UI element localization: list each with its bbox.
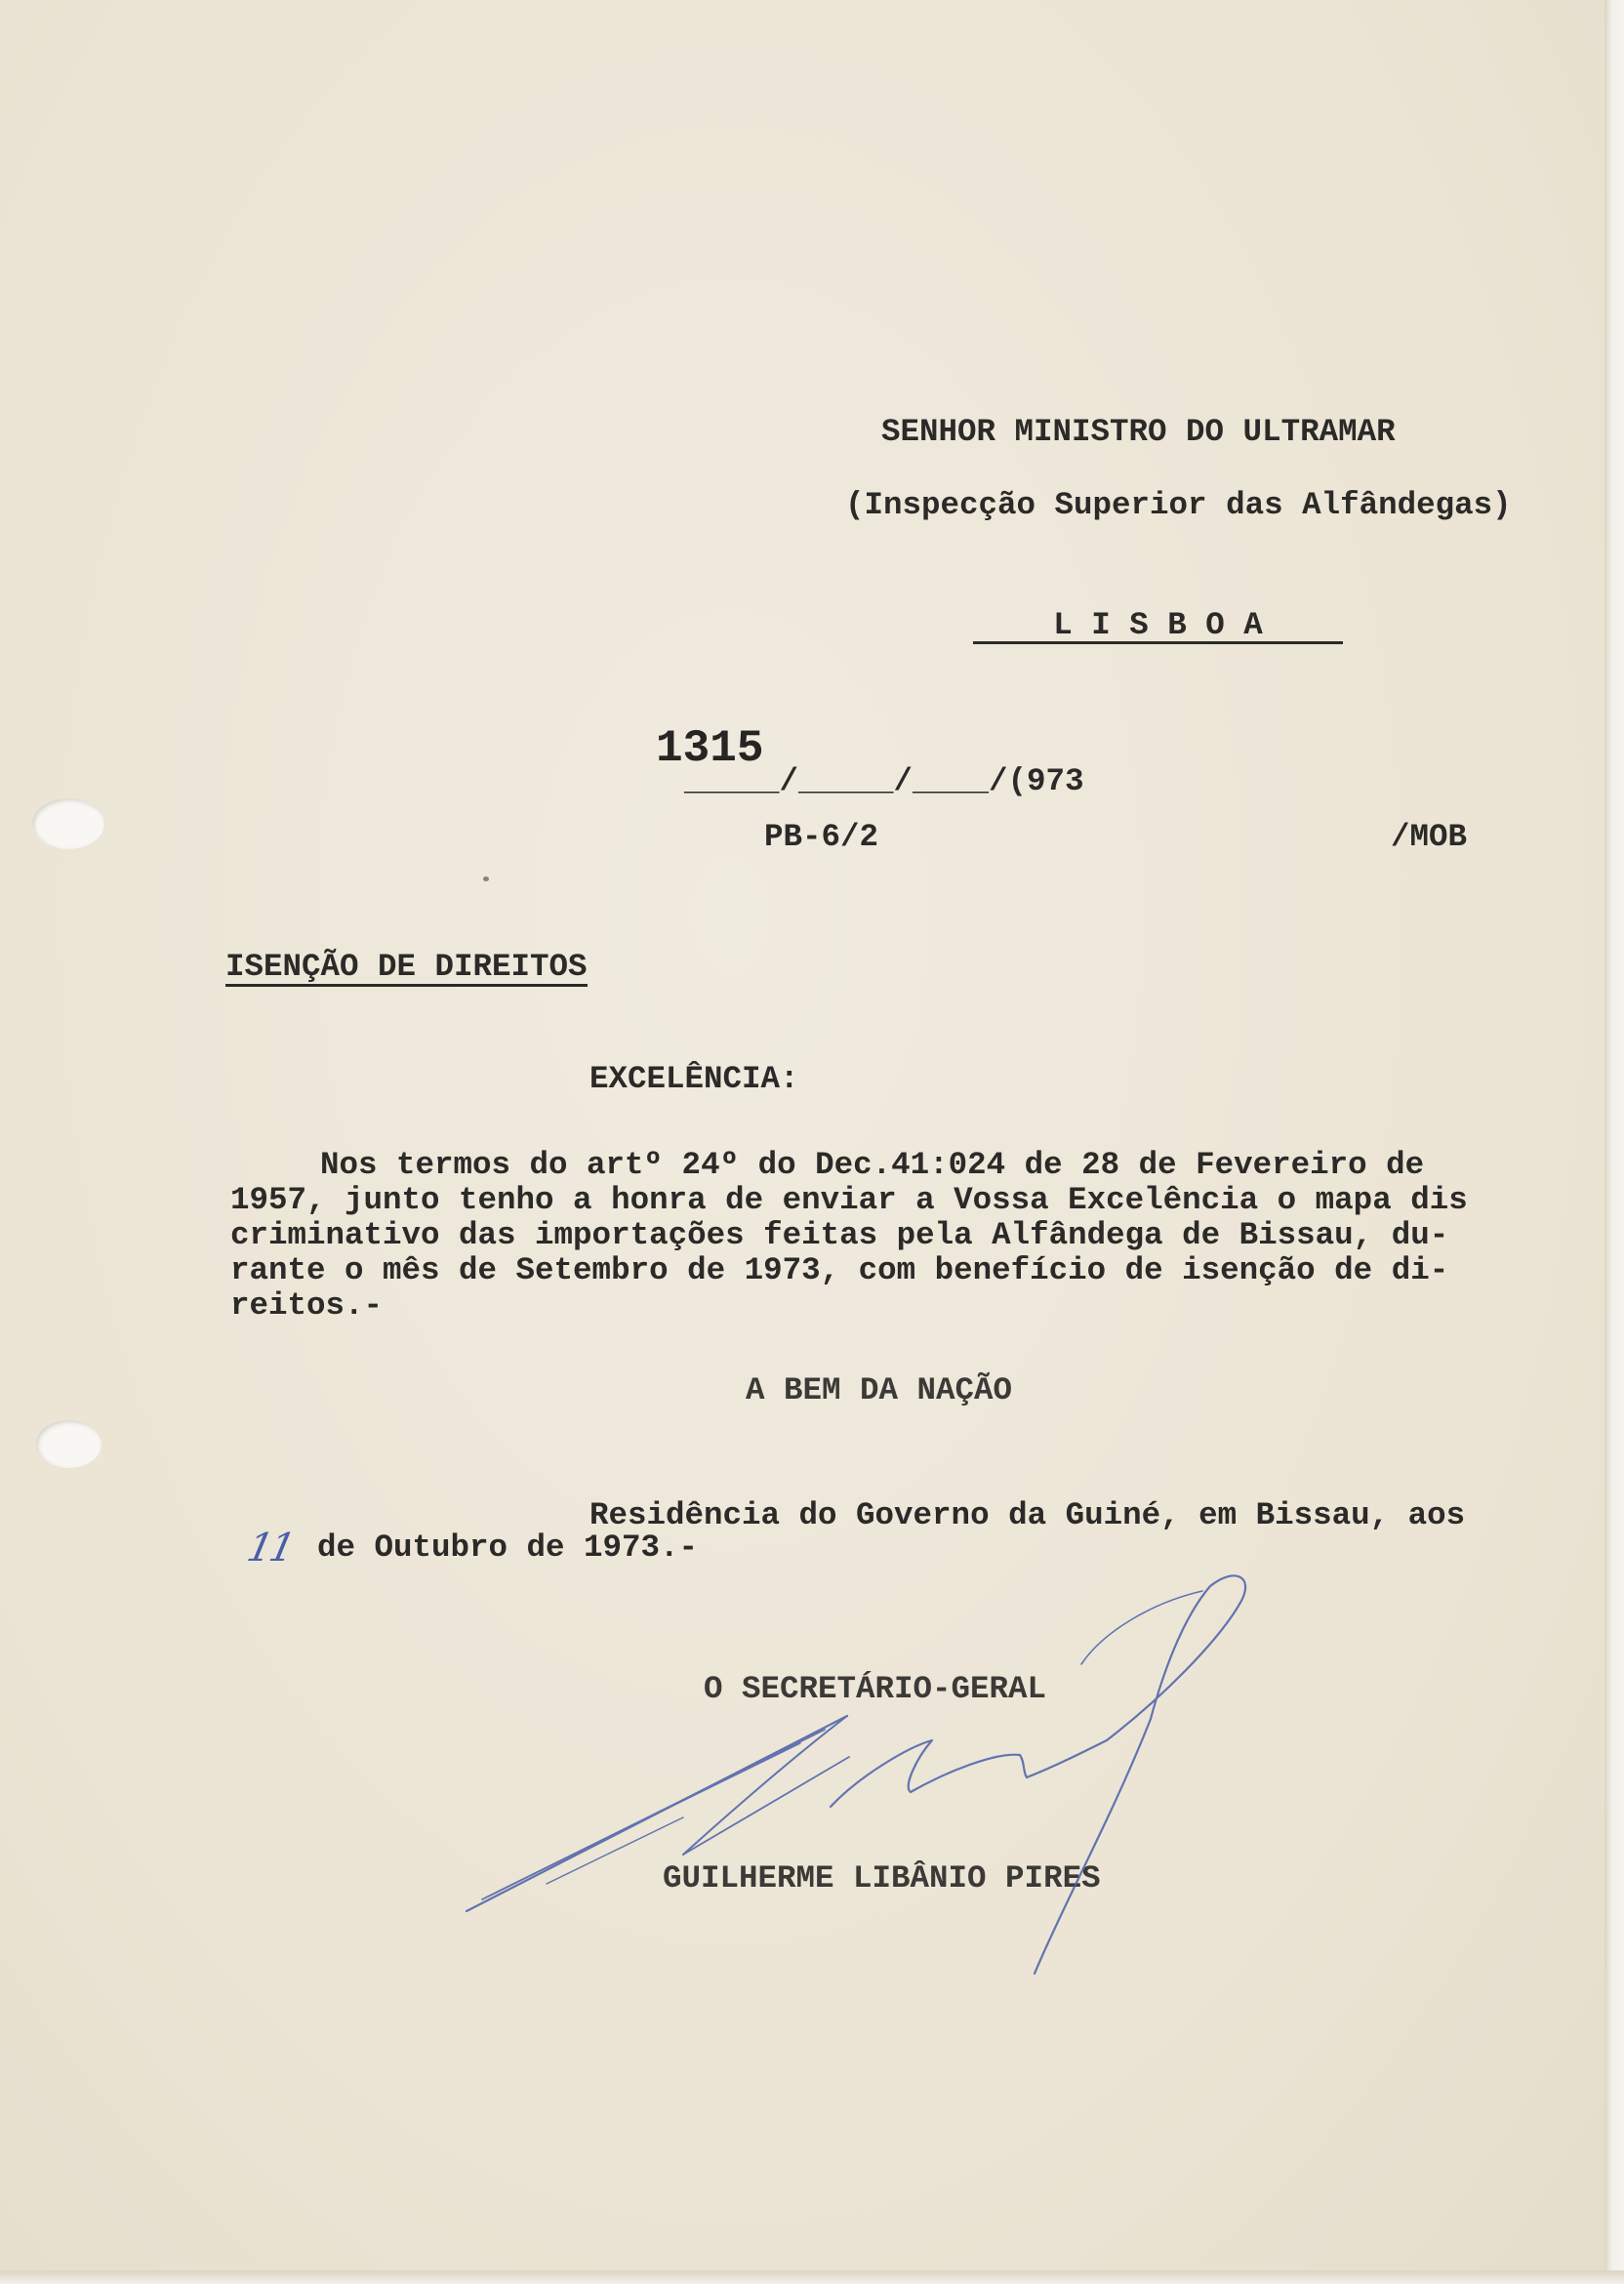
reference-code: PB-6/2: [764, 819, 879, 855]
addressee-line1: SENHOR MINISTRO DO ULTRAMAR: [881, 414, 1396, 450]
reference-initials: /MOB: [1391, 819, 1468, 855]
punch-hole-top: [32, 798, 104, 849]
signatory-title: O SECRETÁRIO-GERAL: [704, 1671, 1047, 1707]
salutation: EXCELÊNCIA:: [589, 1061, 799, 1097]
reference-number: 1315: [656, 723, 764, 774]
body-paragraph: [230, 1148, 1499, 1324]
place-date-line2: de Outubro de 1973.-: [317, 1529, 699, 1566]
subject-heading: ISENÇÃO DE DIREITOS: [225, 949, 588, 985]
closing-formula: A BEM DA NAÇÃO: [746, 1372, 1013, 1408]
body-line: rante o mês de Setembro de 1973, com benefício de isenção de di-: [230, 1252, 1449, 1288]
body-line: 1957, junto tenho a honra de enviar a Vossa Excelência o mapa dis: [230, 1182, 1468, 1218]
body-line: criminativo das importações feitas pela Alfândega de Bissau, du-: [230, 1217, 1449, 1253]
signatory-name: GUILHERME LIBÂNIO PIRES: [663, 1860, 1101, 1897]
addressee-city: L I S B O A: [973, 609, 1343, 644]
addressee-line2: (Inspecção Superior das Alfândegas): [845, 487, 1512, 523]
page-edge-right: [1604, 0, 1624, 2284]
handwritten-day: 11: [243, 1526, 297, 1570]
page-edge-bottom: [0, 2270, 1624, 2284]
body-line: Nos termos do artº 24º do Dec.41:024 de 28 de Fevereiro de: [320, 1147, 1425, 1183]
place-date-line1: Residência do Governo da Guiné, em Bissau, aos: [589, 1497, 1466, 1533]
reference-date-line: _____/_____/____/(973: [684, 763, 1084, 799]
body-line: reitos.-: [230, 1287, 384, 1324]
ink-speck: [483, 877, 489, 881]
punch-hole-bottom: [36, 1420, 102, 1468]
